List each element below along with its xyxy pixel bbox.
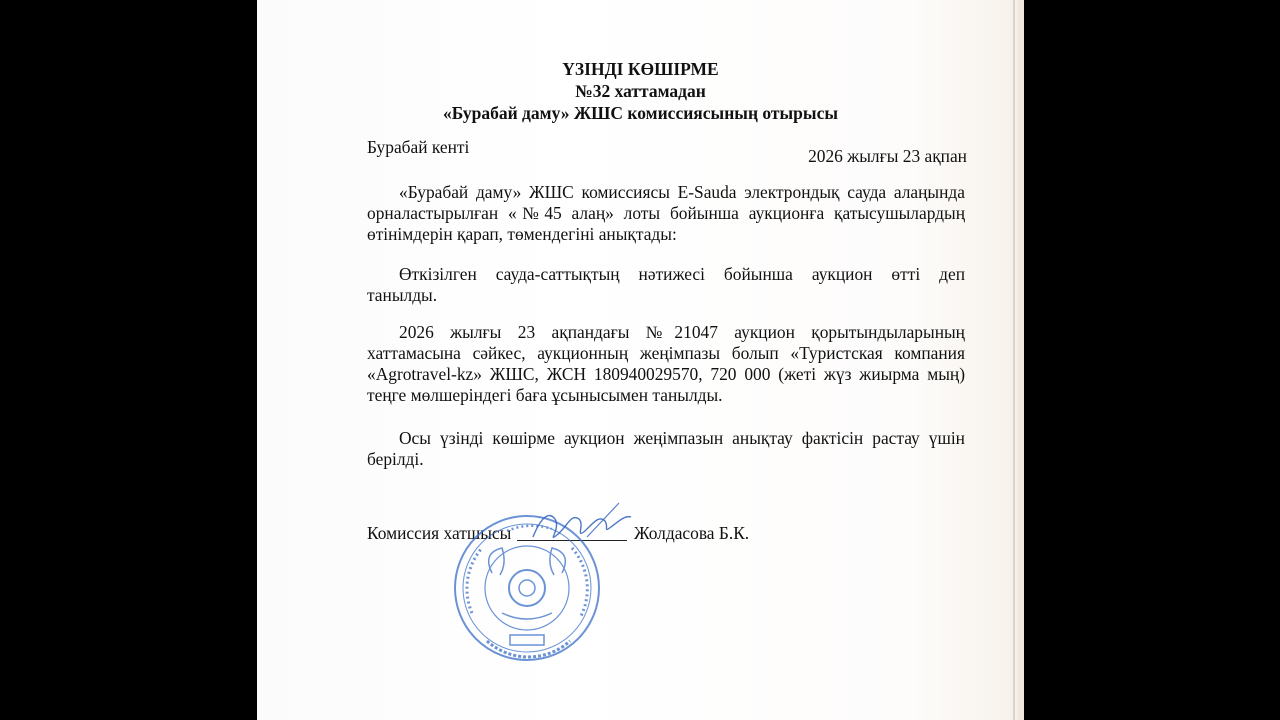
- paragraph-line: Осы үзінді көшірме аукцион жеңімпазын анықтау фактісін растау үшін: [399, 428, 965, 448]
- paragraph-line: 2026 жылғы 23 ақпандағы №21047 аукцион қорытындыларының: [399, 322, 965, 342]
- paragraph-line: Өткізілген сауда-саттықтың нәтижесі бойынша аукцион өтті деп: [399, 264, 965, 284]
- place-label: Бурабай кенті: [367, 137, 470, 157]
- paragraph-2: [367, 264, 965, 306]
- paragraph-4: [367, 428, 965, 470]
- signatory-role: Комиссия хатшысы: [367, 523, 512, 543]
- paragraph-line: танылды.: [367, 285, 438, 305]
- paragraph-line: берілді.: [367, 449, 424, 469]
- paragraph-3: [367, 322, 965, 406]
- document-page: [257, 0, 1024, 720]
- paragraph-line: өтінімдерін қарап, төмендегіні анықтады:: [367, 224, 677, 244]
- document-title: ҮЗІНДІ КӨШІРМЕ: [562, 59, 719, 79]
- document-subtitle: №32 хаттамадан: [575, 81, 706, 101]
- date-label: 2026 жылғы 23 ақпан: [808, 146, 967, 166]
- paragraph-line: «Agrotravel-kz» ЖШС, ЖСН 180940029570, 720 000 (жеті жүз жиырма мың): [367, 364, 965, 384]
- paragraph-line: «Бурабай даму» ЖШС комиссиясы E-Sauda электрондық сауда алаңында: [399, 182, 965, 202]
- paragraph-1: [367, 182, 965, 245]
- paragraph-line: хаттамасына сәйкес, аукционның жеңімпазы болып «Туристская компания: [367, 343, 965, 363]
- document-heading: «Бурабай даму» ЖШС комиссиясының отырысы: [442, 103, 839, 123]
- paragraph-line: орналастырылған «№45 алаң» лоты бойынша аукционға қатысушылардың: [367, 203, 965, 223]
- signatory-name: Жолдасова Б.К.: [634, 523, 750, 543]
- signature-scribble-icon: [527, 497, 637, 552]
- paragraph-line: теңге мөлшеріндегі баға ұсынысымен танылды.: [367, 385, 723, 405]
